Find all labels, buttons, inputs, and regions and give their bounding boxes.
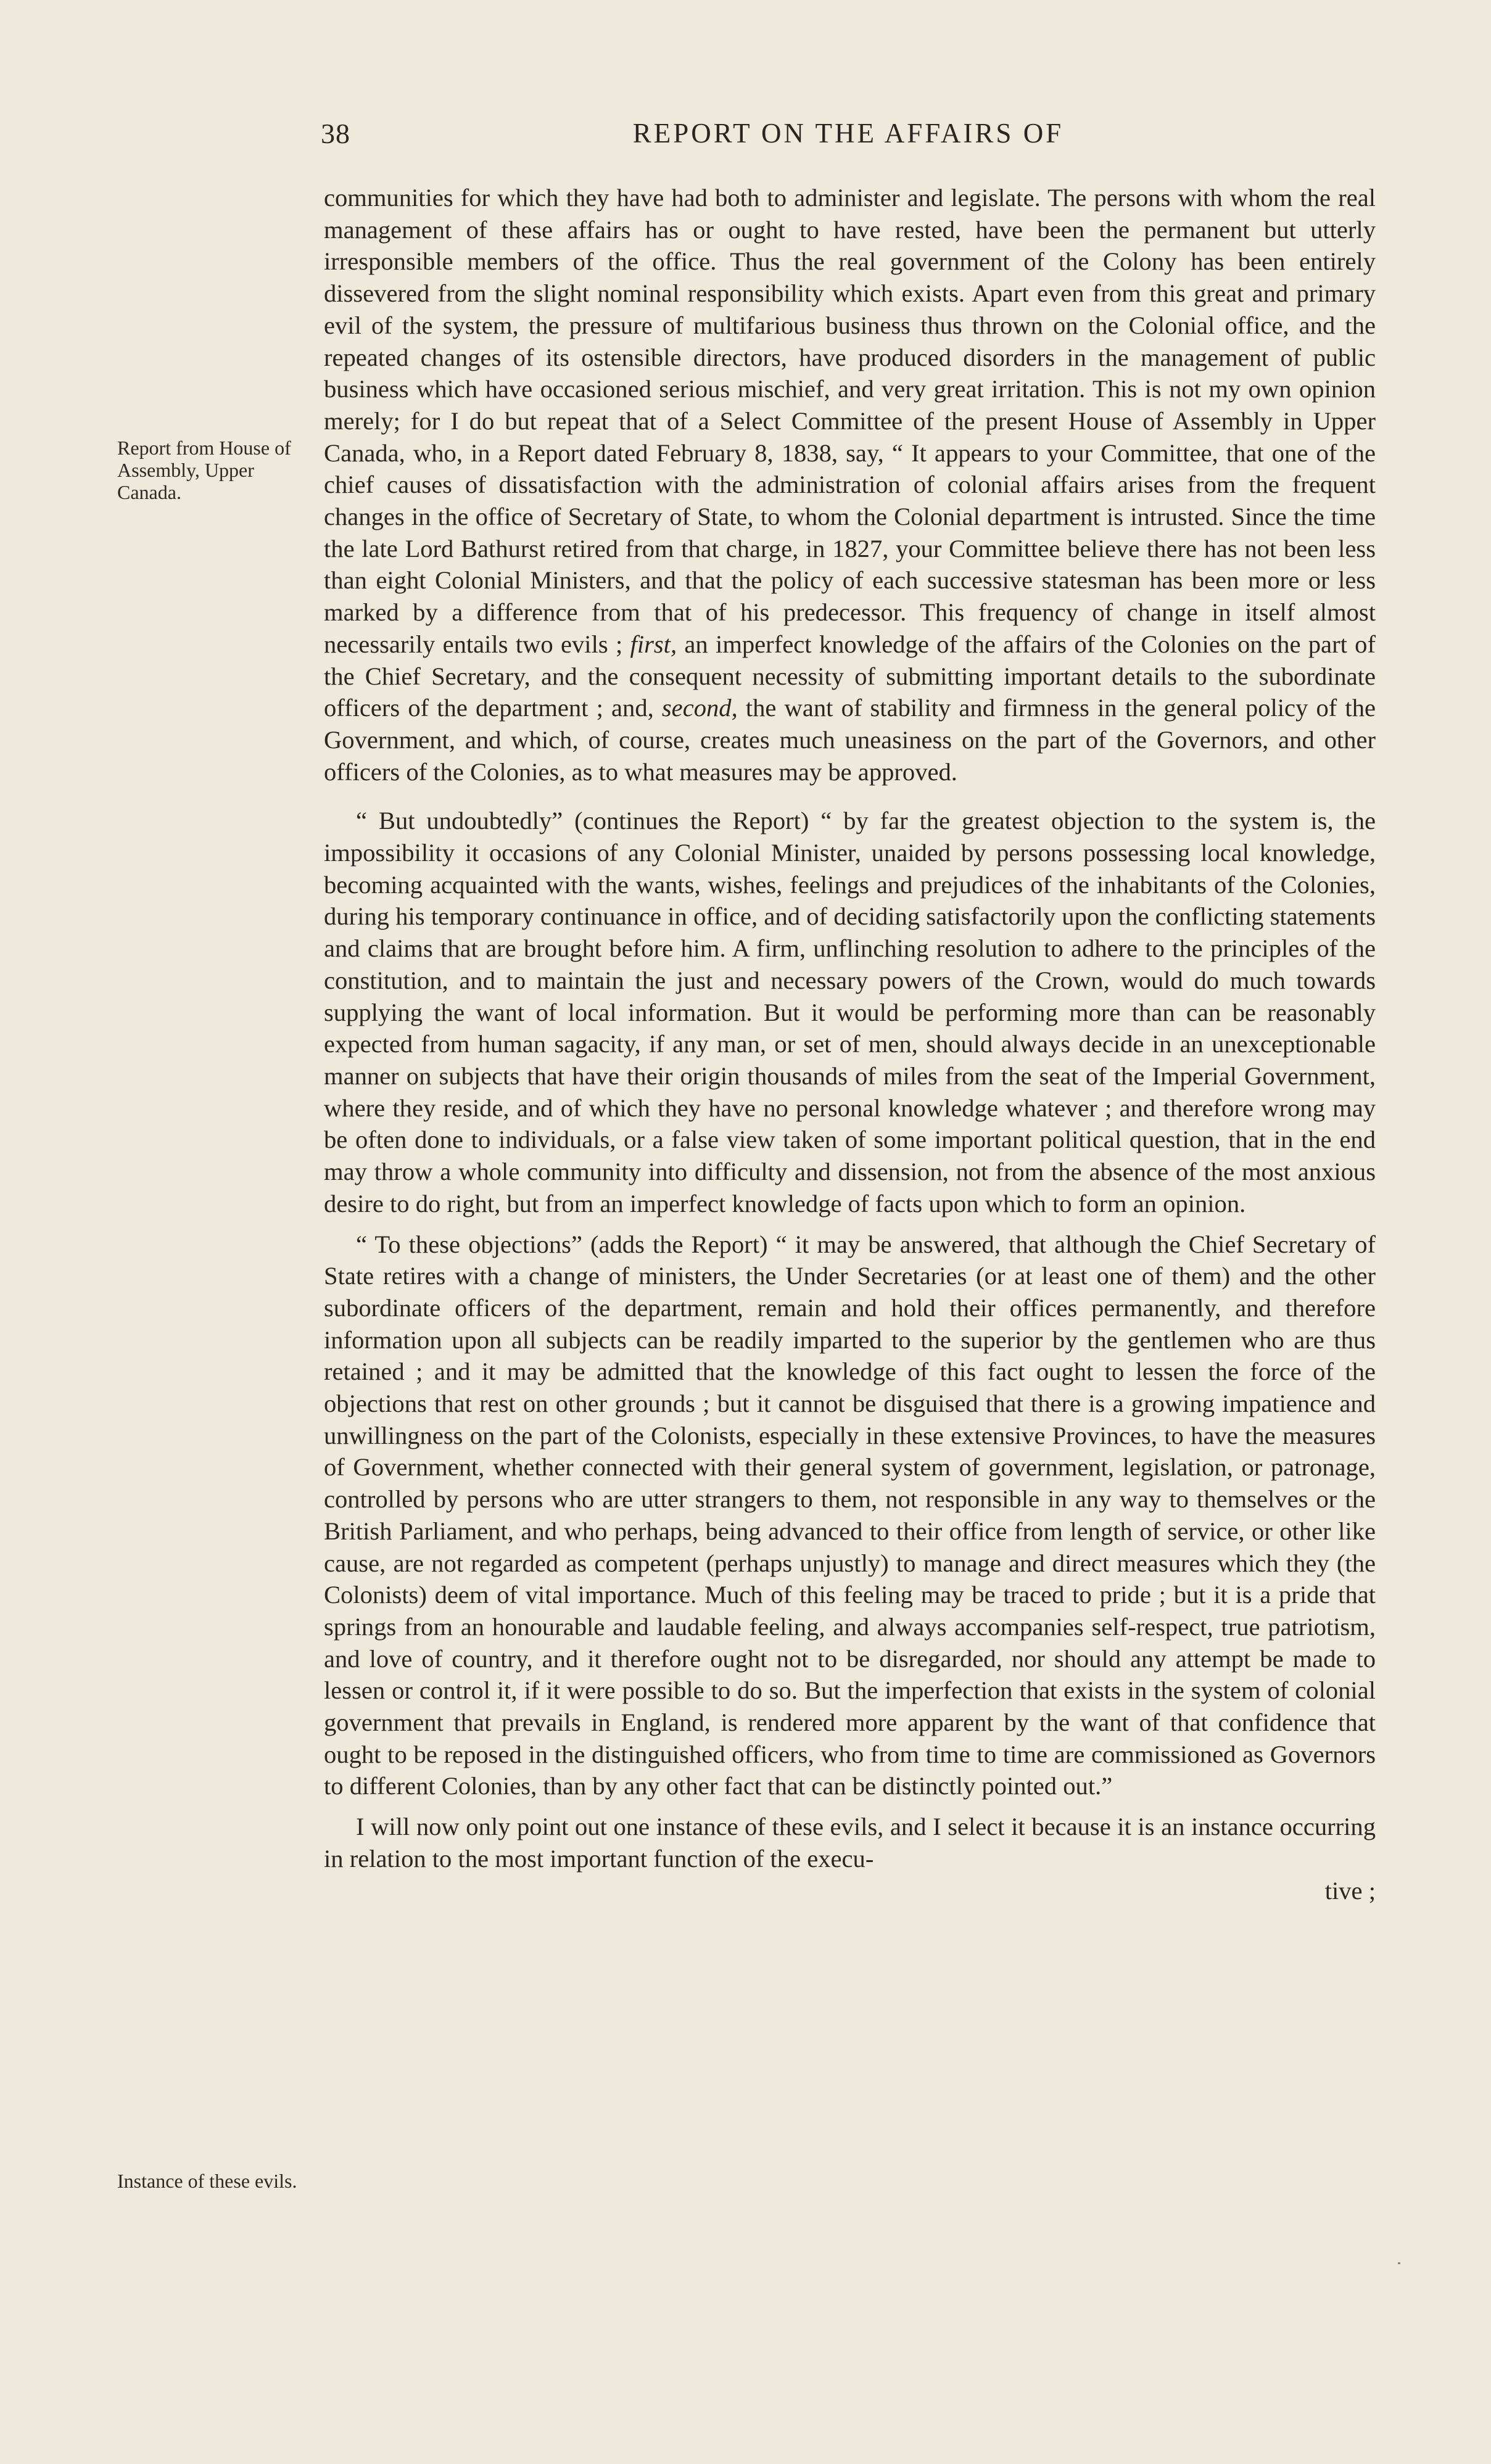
paragraph-4: I will now only point out one instance of these evils, and I select it because it is an instance occurring in relation to the most important function of the execu-	[324, 1813, 1376, 1873]
emphasis-second: second,	[661, 694, 738, 722]
body-text	[324, 182, 1376, 1906]
paragraph-1-text-b: an imperfect knowledge of the affairs of the Colonies on the part of the Chief Secretary, and the consequent necessity of submitting important details to the subordinate officers of the department ; and,	[324, 630, 1376, 722]
running-head: REPORT ON THE AFFAIRS OF	[632, 118, 1064, 149]
paragraph-3: “ To these objections” (adds the Report) “ it may be answered, that although the Chief Secretary of State retires with a change of ministers, the Under Secretaries (or at least one of them) and the other subordinate officers of the department, remain and hold their offices permanently, and therefore information upon all subjects can be readily imparted to the superior by the gentlemen who are thus retained ; and it may be admitted that the knowledge of this fact ought to lessen the force of the objections that rest on other grounds ; but it cannot be disguised that there is a growing impatience and unwillingness on the part of the Colonists, especially in these extensive Provinces, to have the measures of Government, whether connected with their general system of government, legislation, or patronage, controlled by persons who are utter strangers to them, not responsible in any way to themselves or the British Parliament, and who perhaps, being advanced to their office from length of service, or other like cause, are not regarded as competent (perhaps unjustly) to manage and direct measures which they (the Colonists) deem of vital importance. Much of this feeling may be traced to pride ; but it is a pride that springs from an honourable and laudable feeling, and always accompanies self-respect, true patriotism, and love of country, and it therefore ought not to be disregarded, nor should any attempt be made to lessen or control it, if it were possible to do so. But the imperfection that exists in the system of colonial government that prevails in England, is rendered more apparent by the want of that confidence that ought to be reposed in the distinguished officers, who from time to time are commissioned as Governors to different Colonies, than by any other fact that can be distinctly pointed out.”	[324, 1230, 1376, 1800]
paragraph-1-text-a: communities for which they have had both to administer and legislate. The persons with whom the real management of these affairs has or ought to have rested, have been the permanent but utterly irresponsible members of the office. Thus the real government of the Colony has been entirely dissevered from the slight nominal responsibility which exists. Apart even from this great and primary evil of the system, the pressure of multifarious business thus thrown on the Colonial office, and the repeated changes of its ostensible directors, have produced disorders in the management of public business which have occasioned serious mischief, and very great irritation. This is not my own opinion merely; for I do but repeat that of a Select Committee of the present House of Assembly in Upper Canada, who, in a Report dated February 8, 1838, say, “ It appears to your Committee, that one of the chief causes of dissatisfaction with the administration of colonial affairs arises from the frequent changes in the office of Secretary of State, to whom the Colonial department is intrusted. Since the time the late Lord Bathurst retired from that charge, in 1827, your Committee believe there has not been less than eight Colonial Ministers, and that the policy of each successive statesman has been more or less marked by a difference from that of his predecessor. This frequency of change in itself almost necessarily entails two evils ;	[324, 184, 1376, 658]
paragraph-1	[324, 182, 1376, 788]
paragraph-1-text-c: the want of stability and firmness in the general policy of the Government, and which, of course, creates much uneasiness on the part of the Governors, and other officers of the Colonies, as to what measures may be approved.	[324, 694, 1376, 786]
page-number: 38	[321, 118, 350, 149]
page-speck	[1398, 2262, 1400, 2264]
catchword: tive ;	[1324, 1876, 1376, 1905]
margin-note-report-from-house: Report from House of Assembly, Upper Canada.	[117, 437, 291, 503]
page-header	[321, 117, 1376, 160]
paragraph-2: “ But undoubtedly” (continues the Report) “ by far the greatest objection to the system is, the impossibility it occasions of any Colonial Minister, unaided by persons possessing local knowledge, becoming acquainted with the wants, wishes, feelings and prejudices of the inhabitants of the Colonies, during his temporary continuance in office, and of deciding satisfactorily upon the conflicting statements and claims that are brought before him. A firm, unflinching resolution to adhere to the principles of the constitution, and to maintain the just and necessary powers of the Crown, would do much towards supplying the want of local information. But it would be performing more than can be reasonably expected from human sagacity, if any man, or set of men, should always decide in an unexceptionable manner on subjects that have their origin thousands of miles from the seat of the Imperial Government, where they reside, and of which they have no personal knowledge whatever ; and therefore wrong may be often done to individuals, or a false view taken of some important political question, that in the end may throw a whole community into difficulty and dissension, not from the absence of the most anxious desire to do right, but from an imperfect knowledge of facts upon which to form an opinion.	[324, 807, 1376, 1218]
emphasis-first: first,	[630, 630, 677, 658]
margin-note-instance-of-evils: Instance of these evils.	[117, 2170, 297, 2192]
